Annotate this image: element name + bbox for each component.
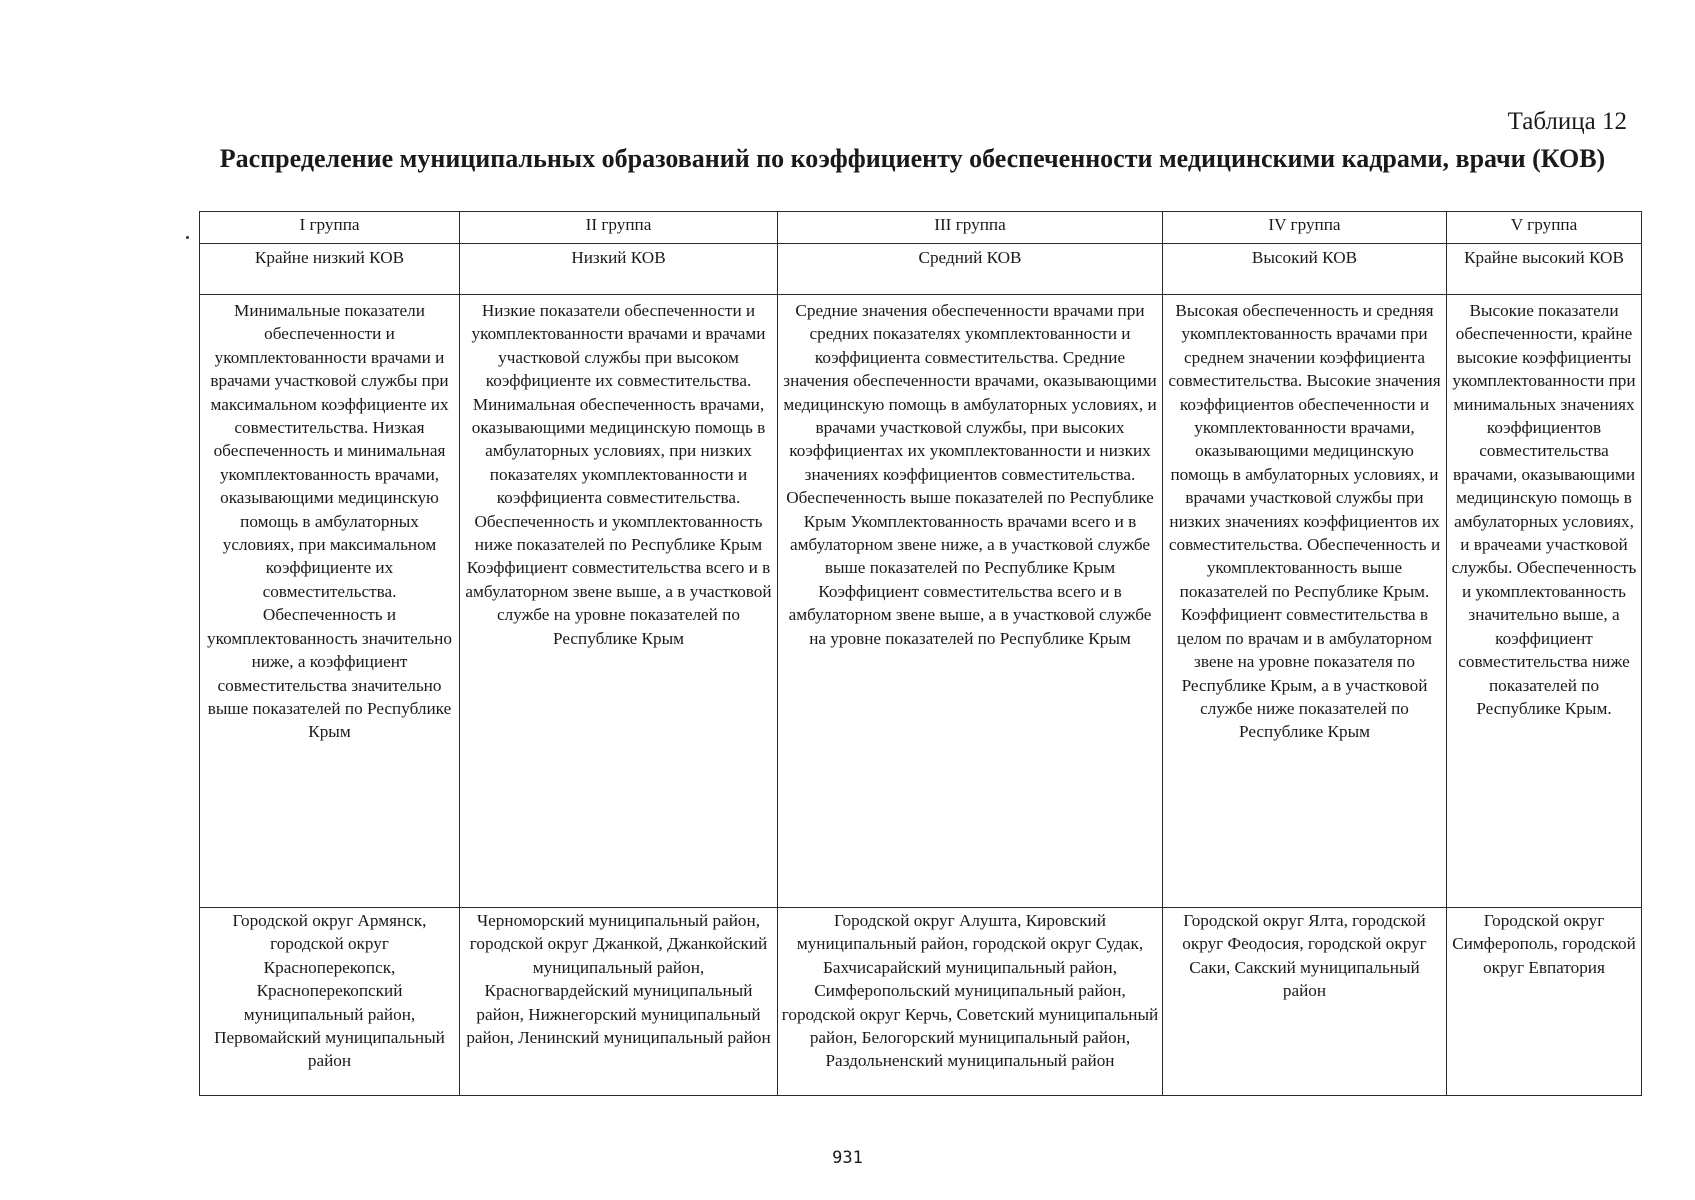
kov-level-cell: Крайне низкий КОВ [200,244,460,295]
kov-level-cell: Низкий КОВ [460,244,778,295]
document-title: Распределение муниципальных образований по коэффициенту обеспеченности медицинскими кадрами, врачи (КОВ) [219,144,1606,173]
kov-level-cell: Крайне высокий КОВ [1447,244,1642,295]
municipalities-cell: Городской округ Алушта, Кировский муниципальный район, городской округ Судак, Бахчисарайский муниципальный район, Симферопольский муниципальный район, городской округ Керчь, Советский муниципальный район, Белогорский муниципальный район, Раздольненский муниципальный район [778,908,1163,1096]
group-description-cell: Минимальные показатели обеспеченности и укомплектованности врачами и врачами участковой службы при максимальном коэффициенте их совместительства. Низкая обеспеченность и минимальная укомплектованность врачами, оказывающими медицинскую помощь в амбулаторных условиях, при максимальном коэффициенте их совместительства. Обеспеченность и укомплектованность значительно ниже, а коэффициент совместительства значительно выше показателей по Республике Крым [200,295,460,908]
group-description-cell: Низкие показатели обеспеченности и укомплектованности врачами и врачами участковой службы при высоком коэффициенте их совместительства. Минимальная обеспеченность врачами, оказывающими медицинскую помощь в амбулаторных условиях, при низких показателях укомплектованности и коэффициента совместительства. Обеспеченность и укомплектованность ниже показателей по Республике Крым Коэффициент совместительства всего и в амбулаторном звене выше, а в участковой службе на уровне показателей по Республике Крым [460,295,778,908]
group-header-cell: III группа [778,212,1163,244]
group-description-cell: Высокие показатели обеспеченности, крайне высокие коэффициенты укомплектованности при минимальных значениях коэффициентов совместительства врачами, оказывающими медицинскую помощь в амбулаторных условиях, и врачеами участковой службы. Обеспеченность и укомплектованность значительно выше, а коэффициент совместительства ниже показателей по Республике Крым. [1447,295,1642,908]
municipalities-cell: Городской округ Армянск, городской округ Красноперекопск, Красноперекопский муниципальный район, Первомайский муниципальный район [200,908,460,1096]
group-header-row [200,212,1642,244]
group-header-cell: V группа [1447,212,1642,244]
municipalities-cell: Черноморский муниципальный район, городской округ Джанкой, Джанкойский муниципальный район, Красногвардейский муниципальный район, Нижнегорский муниципальный район, Ленинский муниципальный район [460,908,778,1096]
group-header-cell: I группа [200,212,460,244]
municipalities-row [200,908,1642,1096]
group-header-cell: IV группа [1163,212,1447,244]
group-header-cell: II группа [460,212,778,244]
kov-level-row [200,244,1642,295]
scan-artifact-dot [186,236,189,239]
municipalities-cell: Городской округ Симферополь, городской округ Евпатория [1447,908,1642,1096]
municipalities-cell: Городской округ Ялта, городской округ Феодосия, городской округ Саки, Сакский муниципальный район [1163,908,1447,1096]
table-label: Таблица 12 [1507,108,1627,135]
kov-level-cell: Средний КОВ [778,244,1163,295]
kov-level-cell: Высокий КОВ [1163,244,1447,295]
description-row [200,295,1642,908]
group-description-cell: Средние значения обеспеченности врачами при средних показателях укомплектованности и коэффициента совместительства. Средние значения обеспеченности врачами, оказывающими медицинскую помощь в амбулаторных условиях, и врачами участковой службы, при высоких коэффициентах их укомплектованности и низких значениях коэффициентов совместительства. Обеспеченность выше показателей по Республике Крым Укомплектованность врачами всего и в амбулаторном звене ниже, а в участковой службе выше показателей по Республике Крым Коэффициент совместительства всего и в амбулаторном звене выше, а в участковой службе на уровне показателей по Республике Крым [778,295,1163,908]
group-description-cell: Высокая обеспеченность и средняя укомплектованность врачами при среднем значении коэффициента совместительства. Высокие значения коэффициентов обеспеченности и укомплектованности врачами, оказывающими медицинскую помощь в амбулаторных условиях, и врачами участковой службы при низких значениях коэффициентов их совместительства. Обеспеченность и укомплектованность выше показателей по Республике Крым. Коэффициент совместительства в целом по врачам и в амбулаторном звене на уровне показателя по Республике Крым, а в участковой службе ниже показателей по Республике Крым [1163,295,1447,908]
page-number: 931 [832,1148,863,1168]
distribution-table [199,211,1642,1096]
